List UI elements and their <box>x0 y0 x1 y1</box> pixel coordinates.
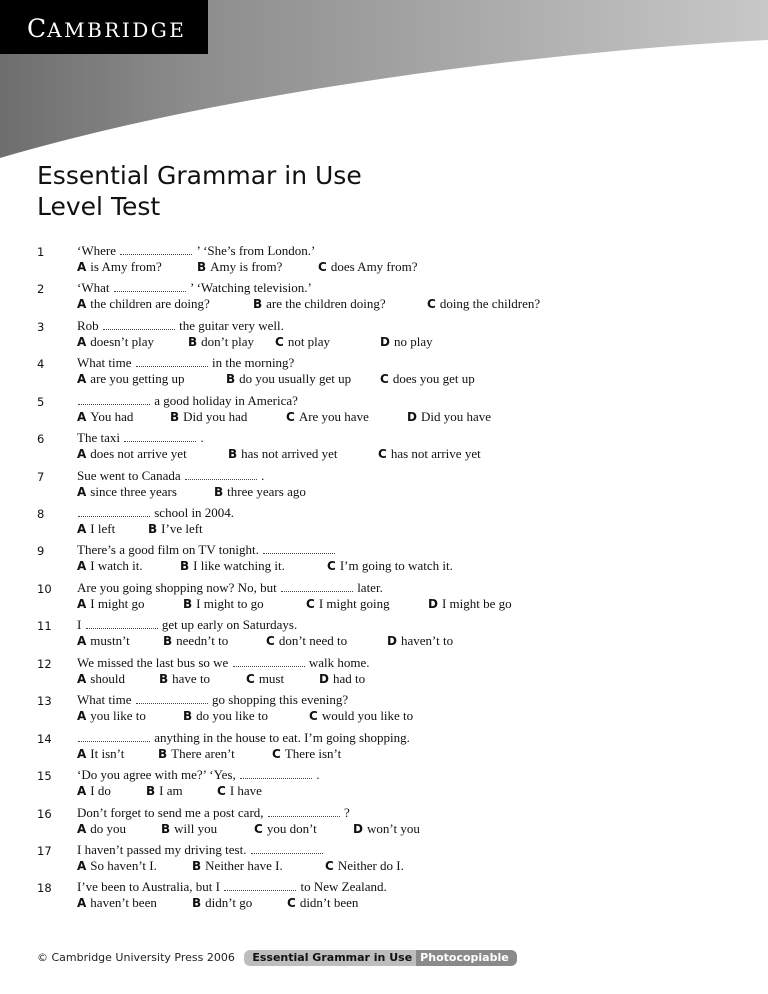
option-text: I’m going to watch it. <box>339 558 453 573</box>
option-c[interactable] <box>309 708 413 724</box>
option-letter: C <box>309 709 318 723</box>
option-letter: C <box>217 784 226 798</box>
question-number: 16 <box>37 807 52 821</box>
question-text <box>77 842 324 858</box>
question-18 <box>0 879 768 913</box>
option-text: I might to go <box>196 596 264 611</box>
option-b[interactable] <box>192 895 252 911</box>
question-number: 4 <box>37 357 45 371</box>
question-number: 7 <box>37 470 45 484</box>
option-text: do you like to <box>196 708 269 723</box>
option-c[interactable] <box>217 783 262 799</box>
option-text: do you usually get up <box>239 371 352 386</box>
question-number: 18 <box>37 881 52 895</box>
page-title <box>37 160 362 222</box>
question-text-before: We missed the last bus so we <box>77 655 229 670</box>
question-text-after: walk home. <box>308 655 370 670</box>
option-b[interactable] <box>183 596 264 612</box>
question-number: 15 <box>37 769 52 783</box>
option-text: I left <box>90 521 116 536</box>
option-b[interactable] <box>188 334 254 350</box>
option-text: won’t you <box>366 821 420 836</box>
option-text: the children are doing? <box>90 296 210 311</box>
answer-blank[interactable] <box>251 844 323 854</box>
option-letter: B <box>197 260 207 274</box>
question-number: 8 <box>37 507 45 521</box>
option-d[interactable] <box>353 821 420 837</box>
question-number: 17 <box>37 844 52 858</box>
question-text-before: The taxi <box>77 430 120 445</box>
option-a[interactable] <box>77 783 111 799</box>
option-text: must <box>258 671 285 686</box>
option-letter: A <box>77 709 87 723</box>
option-c[interactable] <box>254 821 317 837</box>
answer-blank[interactable] <box>78 395 150 405</box>
option-letter: B <box>146 784 156 798</box>
option-letter: B <box>214 485 224 499</box>
question-text-before: Are you going shopping now? No, but <box>77 580 277 595</box>
option-text: Are you have <box>298 409 369 424</box>
title-line-2: Level Test <box>37 192 161 221</box>
option-text: didn’t been <box>299 895 359 910</box>
option-b[interactable] <box>180 558 285 574</box>
question-text <box>77 505 234 521</box>
option-text: three years ago <box>227 484 306 499</box>
option-text: does you get up <box>392 371 475 386</box>
option-letter: C <box>287 896 296 910</box>
question-text-after: in the morning? <box>212 355 295 370</box>
question-text-after: ? <box>344 805 350 820</box>
question-text-before: There’s a good film on TV tonight. <box>77 542 259 557</box>
option-text: mustn’t <box>90 633 130 648</box>
question-text-before: ‘Where <box>77 243 116 258</box>
question-text-after: . <box>261 468 265 483</box>
option-letter: C <box>275 335 284 349</box>
option-text: I might be go <box>441 596 512 611</box>
question-5 <box>0 393 768 427</box>
option-text: doesn’t play <box>90 334 154 349</box>
option-c[interactable] <box>266 633 347 649</box>
option-text: I like watching it. <box>193 558 285 573</box>
option-text: are you getting up <box>90 371 185 386</box>
option-letter: A <box>77 859 87 873</box>
question-text-after: . <box>316 767 320 782</box>
option-letter: A <box>77 896 87 910</box>
question-text <box>77 393 298 409</box>
question-11 <box>0 617 768 651</box>
question-10 <box>0 580 768 614</box>
question-text-before: I’ve been to Australia, but I <box>77 879 220 894</box>
option-letter: B <box>163 634 173 648</box>
answer-blank[interactable] <box>124 432 196 442</box>
option-a[interactable] <box>77 895 157 911</box>
option-text: haven’t been <box>90 895 157 910</box>
question-text-before: What time <box>77 355 132 370</box>
question-text <box>77 879 387 895</box>
option-b[interactable] <box>253 296 386 312</box>
option-text: not play <box>287 334 331 349</box>
option-text: I watch it. <box>90 558 143 573</box>
option-letter: B <box>253 297 263 311</box>
option-text: you like to <box>90 708 146 723</box>
option-d[interactable] <box>387 633 453 649</box>
question-text <box>77 318 284 334</box>
option-letter: C <box>325 859 334 873</box>
option-letter: D <box>353 822 363 836</box>
option-letter: A <box>77 634 87 648</box>
question-text <box>77 767 319 783</box>
option-text: Did you had <box>183 409 248 424</box>
option-a[interactable] <box>77 446 187 462</box>
option-text: I might go <box>90 596 145 611</box>
option-letter: C <box>272 747 281 761</box>
option-b[interactable] <box>161 821 217 837</box>
option-c[interactable] <box>318 259 417 275</box>
option-letter: B <box>170 410 180 424</box>
answer-blank[interactable] <box>185 470 257 480</box>
option-text: are the children doing? <box>266 296 386 311</box>
option-letter: C <box>380 372 389 386</box>
question-text <box>77 655 369 671</box>
option-text: don’t play <box>201 334 254 349</box>
answer-blank[interactable] <box>136 694 208 704</box>
option-c[interactable] <box>275 334 330 350</box>
option-text: I’ve left <box>161 521 203 536</box>
option-letter: B <box>183 597 193 611</box>
question-16 <box>0 805 768 839</box>
option-letter: D <box>428 597 438 611</box>
question-text-before: ‘What <box>77 280 110 295</box>
option-letter: C <box>327 559 336 573</box>
question-text-before: ‘Do you agree with me?’ ‘Yes, <box>77 767 236 782</box>
option-c[interactable] <box>306 596 390 612</box>
question-text <box>77 280 312 296</box>
option-text: does Amy from? <box>330 259 418 274</box>
question-text-after: ’ ‘Watching television.’ <box>189 280 312 295</box>
option-text: Amy is from? <box>210 259 283 274</box>
option-text: should <box>90 671 125 686</box>
question-15 <box>0 767 768 801</box>
option-b[interactable] <box>159 671 210 687</box>
option-c[interactable] <box>427 296 540 312</box>
answer-blank[interactable] <box>233 657 305 667</box>
option-letter: A <box>77 597 87 611</box>
option-text: does not arrive yet <box>90 446 187 461</box>
option-d[interactable] <box>380 334 433 350</box>
answer-blank[interactable] <box>263 544 335 554</box>
option-text: didn’t go <box>205 895 253 910</box>
option-letter: B <box>192 859 202 873</box>
option-letter: B <box>161 822 171 836</box>
option-letter: A <box>77 784 87 798</box>
question-text <box>77 617 297 633</box>
option-a[interactable] <box>77 746 124 762</box>
answer-blank[interactable] <box>268 807 340 817</box>
option-letter: A <box>77 559 87 573</box>
option-b[interactable] <box>146 783 183 799</box>
option-c[interactable] <box>246 671 284 687</box>
question-text <box>77 580 383 596</box>
option-letter: A <box>77 372 87 386</box>
option-a[interactable] <box>77 409 133 425</box>
option-b[interactable] <box>192 858 283 874</box>
option-a[interactable] <box>77 708 146 724</box>
question-14 <box>0 730 768 764</box>
option-letter: B <box>188 335 198 349</box>
option-d[interactable] <box>428 596 512 612</box>
question-number: 12 <box>37 657 52 671</box>
option-text: There isn’t <box>284 746 342 761</box>
option-text: has not arrive yet <box>390 446 481 461</box>
question-2 <box>0 280 768 314</box>
option-letter: B <box>228 447 238 461</box>
question-4 <box>0 355 768 389</box>
option-letter: B <box>226 372 236 386</box>
question-12 <box>0 655 768 689</box>
option-a[interactable] <box>77 671 125 687</box>
question-text-before: Don’t forget to send me a post card, <box>77 805 264 820</box>
option-text: is Amy from? <box>90 259 162 274</box>
option-text: you don’t <box>266 821 317 836</box>
option-letter: B <box>158 747 168 761</box>
option-d[interactable] <box>407 409 491 425</box>
option-letter: A <box>77 260 87 274</box>
option-letter: D <box>380 335 390 349</box>
option-a[interactable] <box>77 558 143 574</box>
question-text-before: What time <box>77 692 132 707</box>
option-a[interactable] <box>77 371 185 387</box>
question-text-after: the guitar very well. <box>179 318 284 333</box>
option-text: So haven’t I. <box>90 858 157 873</box>
option-a[interactable] <box>77 821 126 837</box>
question-text-after: a good holiday in America? <box>154 393 298 408</box>
question-text-after: get up early on Saturdays. <box>161 617 298 632</box>
option-b[interactable] <box>163 633 228 649</box>
option-text: has not arrived yet <box>241 446 338 461</box>
option-letter: C <box>254 822 263 836</box>
option-c[interactable] <box>287 895 358 911</box>
option-letter: A <box>77 410 87 424</box>
question-6 <box>0 430 768 464</box>
option-text: had to <box>332 671 366 686</box>
answer-blank[interactable] <box>281 582 353 592</box>
option-c[interactable] <box>272 746 341 762</box>
question-text-before: Sue went to Canada <box>77 468 181 483</box>
question-number: 14 <box>37 732 52 746</box>
question-7 <box>0 468 768 502</box>
option-letter: B <box>183 709 193 723</box>
answer-blank[interactable] <box>78 732 150 742</box>
option-c[interactable] <box>327 558 453 574</box>
option-d[interactable] <box>319 671 365 687</box>
question-number: 1 <box>37 245 45 259</box>
option-b[interactable] <box>226 371 351 387</box>
option-text: You had <box>90 409 134 424</box>
question-text <box>77 355 294 371</box>
option-letter: A <box>77 447 87 461</box>
question-text-after: ’ ‘She’s from London.’ <box>196 243 316 258</box>
option-letter: C <box>318 260 327 274</box>
option-letter: A <box>77 672 87 686</box>
question-text <box>77 805 350 821</box>
option-letter: C <box>246 672 255 686</box>
question-text-before: I haven’t passed my driving test. <box>77 842 247 857</box>
question-1 <box>0 243 768 277</box>
question-text-after: . <box>200 430 204 445</box>
option-text: Neither have I. <box>205 858 283 873</box>
option-letter: C <box>306 597 315 611</box>
option-a[interactable] <box>77 484 177 500</box>
option-a[interactable] <box>77 521 115 537</box>
question-9 <box>0 542 768 576</box>
question-13 <box>0 692 768 726</box>
option-text: don’t need to <box>278 633 348 648</box>
option-letter: C <box>286 410 295 424</box>
option-letter: A <box>77 335 87 349</box>
question-text <box>77 692 348 708</box>
option-b[interactable] <box>170 409 247 425</box>
option-text: I might going <box>318 596 390 611</box>
option-letter: C <box>378 447 387 461</box>
option-letter: B <box>159 672 169 686</box>
answer-blank[interactable] <box>224 881 296 891</box>
option-text: Neither do I. <box>337 858 404 873</box>
question-text-after: anything in the house to eat. I’m going shopping. <box>154 730 410 745</box>
question-number: 11 <box>37 619 52 633</box>
option-letter: A <box>77 522 87 536</box>
answer-blank[interactable] <box>78 507 150 517</box>
option-text: no play <box>393 334 433 349</box>
option-text: Did you have <box>420 409 492 424</box>
option-a[interactable] <box>77 259 162 275</box>
question-text <box>77 542 336 558</box>
option-text: I am <box>159 783 183 798</box>
option-b[interactable] <box>148 521 203 537</box>
option-text: will you <box>174 821 218 836</box>
option-letter: C <box>266 634 275 648</box>
option-letter: A <box>77 747 87 761</box>
option-text: I do <box>90 783 111 798</box>
option-b[interactable] <box>183 708 268 724</box>
answer-blank[interactable] <box>136 357 208 367</box>
answer-blank[interactable] <box>103 320 175 330</box>
option-b[interactable] <box>228 446 338 462</box>
question-8 <box>0 505 768 539</box>
option-text: do you <box>90 821 127 836</box>
question-number: 5 <box>37 395 45 409</box>
answer-blank[interactable] <box>240 769 312 779</box>
option-text: doing the children? <box>439 296 541 311</box>
option-a[interactable] <box>77 596 144 612</box>
option-letter: D <box>407 410 417 424</box>
series-badge: Essential Grammar in Use <box>244 950 416 966</box>
question-number: 10 <box>37 582 52 596</box>
option-c[interactable] <box>378 446 481 462</box>
option-letter: C <box>427 297 436 311</box>
option-letter: A <box>77 822 87 836</box>
option-b[interactable] <box>158 746 235 762</box>
option-b[interactable] <box>197 259 282 275</box>
option-text: It isn’t <box>90 746 125 761</box>
page-footer <box>37 950 517 966</box>
option-letter: A <box>77 485 87 499</box>
question-number: 9 <box>37 544 45 558</box>
cambridge-logo: CAMBRIDGE <box>27 14 187 43</box>
option-c[interactable] <box>325 858 404 874</box>
option-letter: B <box>180 559 190 573</box>
option-text: have to <box>172 671 211 686</box>
option-a[interactable] <box>77 296 210 312</box>
question-text-after: to New Zealand. <box>300 879 387 894</box>
option-text: There aren’t <box>171 746 235 761</box>
option-letter: B <box>192 896 202 910</box>
option-text: haven’t to <box>400 633 454 648</box>
question-text-before: I <box>77 617 82 632</box>
title-line-1: Essential Grammar in Use <box>37 161 362 190</box>
option-c[interactable] <box>380 371 475 387</box>
option-letter: D <box>387 634 397 648</box>
option-text: since three years <box>90 484 177 499</box>
question-text <box>77 468 264 484</box>
option-a[interactable] <box>77 633 130 649</box>
question-text <box>77 430 204 446</box>
question-text-before: Rob <box>77 318 99 333</box>
question-text <box>77 730 410 746</box>
option-b[interactable] <box>214 484 306 500</box>
option-a[interactable] <box>77 334 154 350</box>
option-letter: D <box>319 672 329 686</box>
question-text-after: go shopping this evening? <box>212 692 349 707</box>
question-3 <box>0 318 768 352</box>
option-letter: B <box>148 522 158 536</box>
answer-blank[interactable] <box>114 282 186 292</box>
question-number: 6 <box>37 432 45 446</box>
question-number: 2 <box>37 282 45 296</box>
question-text <box>77 243 315 259</box>
option-text: I have <box>229 783 262 798</box>
copyright-text: © Cambridge University Press 2006 <box>37 951 235 964</box>
option-text: needn’t to <box>176 633 229 648</box>
photocopiable-badge: Photocopiable <box>416 950 517 966</box>
question-text-after: school in 2004. <box>154 505 235 520</box>
question-number: 3 <box>37 320 45 334</box>
answer-blank[interactable] <box>120 245 192 255</box>
question-number: 13 <box>37 694 52 708</box>
option-c[interactable] <box>286 409 369 425</box>
question-text-after: later. <box>357 580 383 595</box>
option-letter: A <box>77 297 87 311</box>
option-a[interactable] <box>77 858 157 874</box>
option-text: would you like to <box>321 708 414 723</box>
question-17 <box>0 842 768 876</box>
answer-blank[interactable] <box>86 619 158 629</box>
